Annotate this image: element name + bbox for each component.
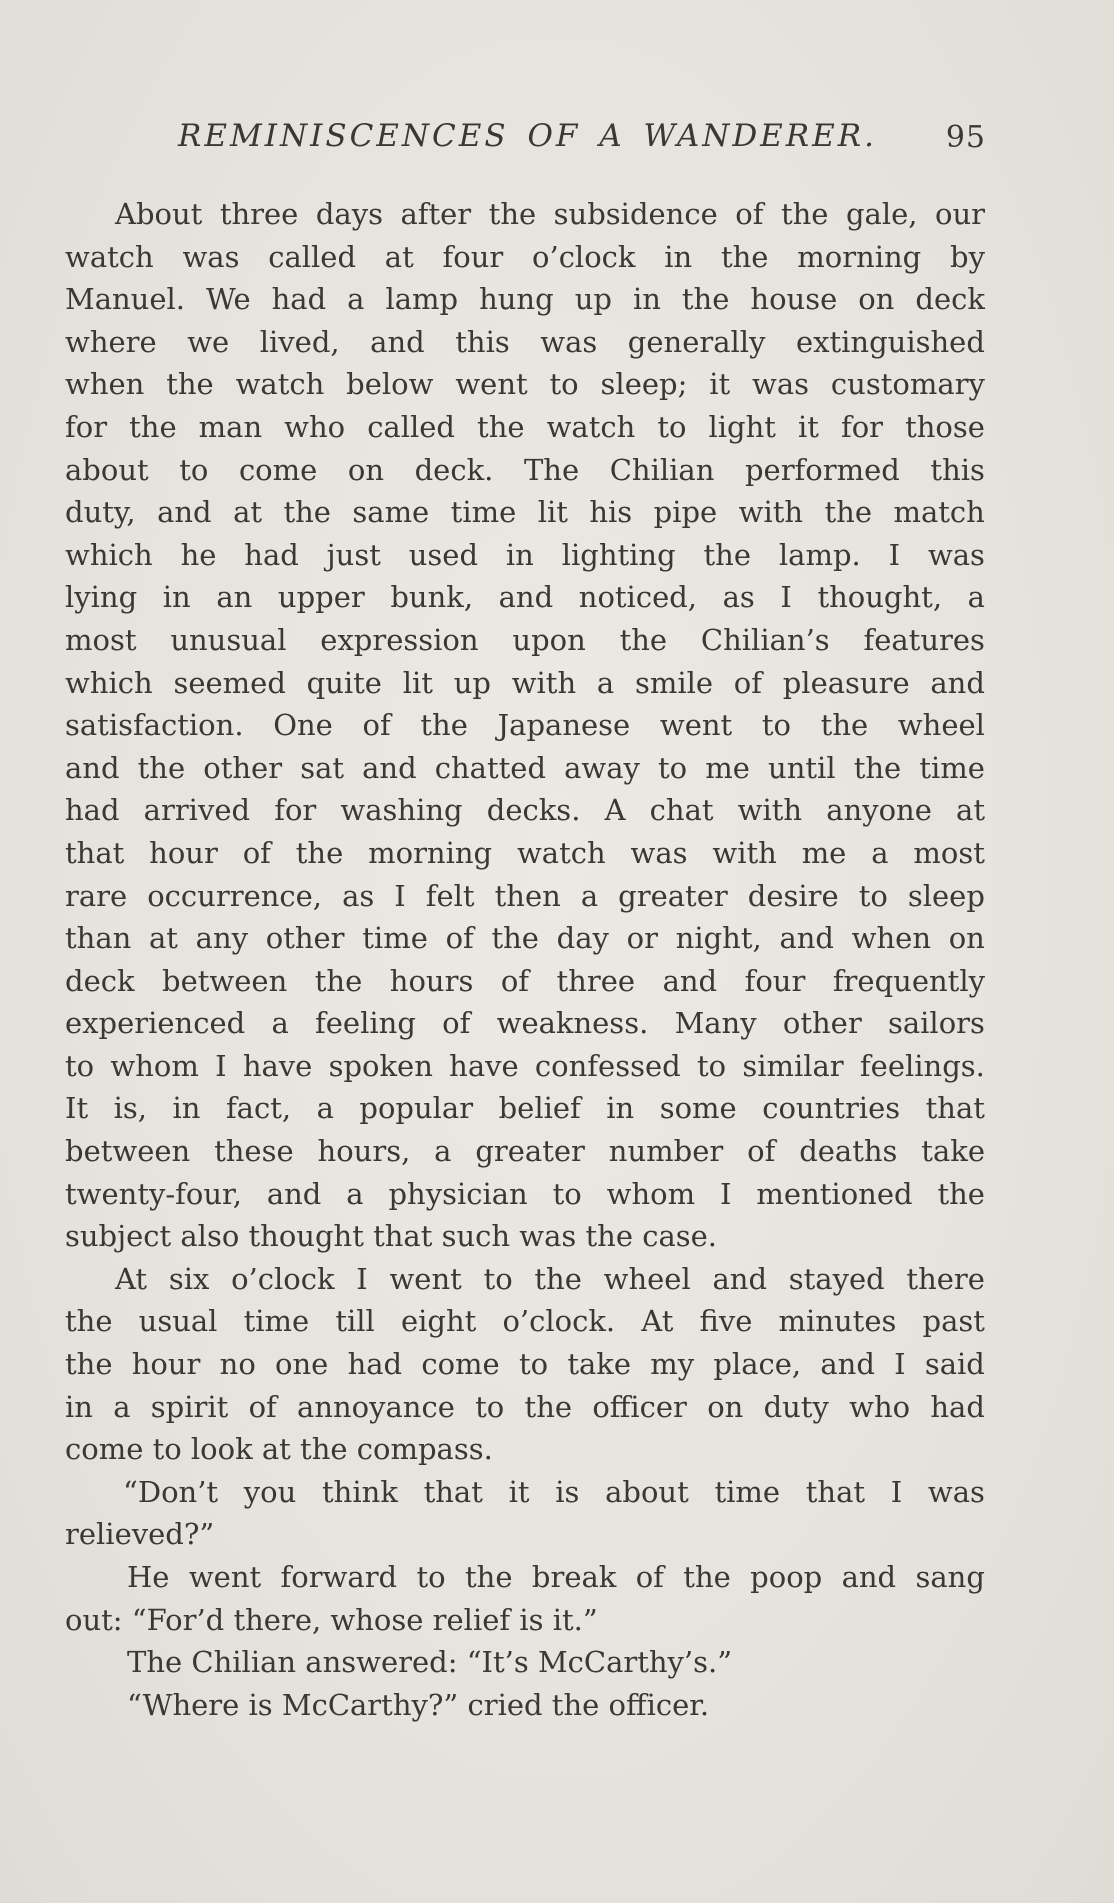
running-head <box>178 118 986 164</box>
text-line: It is, in fact, a popular belief in some countries that <box>65 1091 985 1126</box>
text-line: “Don’t you think that it is about time that I was <box>123 1474 985 1509</box>
text-line: for the man who called the watch to light it for those <box>65 409 985 444</box>
text-line: duty, and at the same time lit his pipe with the match <box>65 495 985 530</box>
text-line: watch was called at four o’clock in the morning by <box>65 239 985 274</box>
text-line: to whom I have spoken have confessed to similar feelings. <box>65 1048 985 1083</box>
text-line: He went forward to the break of the poop and sang <box>127 1560 985 1594</box>
text-line: twenty-four, and a physician to whom I mentioned the <box>65 1176 985 1211</box>
body-text <box>65 193 985 1726</box>
text-line: “Where is McCarthy?” cried the officer. <box>127 1687 710 1722</box>
text-line: out: “For’d there, whose relief is it.” <box>65 1602 598 1637</box>
text-line: At six o’clock I went to the wheel and stayed there <box>115 1261 985 1296</box>
text-line: About three days after the subsidence of the gale, our <box>115 197 985 231</box>
text-line: deck between the hours of three and four frequently <box>65 963 985 998</box>
text-line: lying in an upper bunk, and noticed, as I thought, a <box>65 580 985 615</box>
text-line: when the watch below went to sleep; it was customary <box>65 367 985 402</box>
text-line: that hour of the morning watch was with me a most <box>65 835 985 870</box>
text-line: between these hours, a greater number of deaths take <box>65 1134 985 1169</box>
text-line: in a spirit of annoyance to the officer on duty who had <box>65 1389 985 1424</box>
text-line: the hour no one had come to take my place, and I said <box>65 1347 985 1382</box>
text-line: satisfaction. One of the Japanese went to the wheel <box>65 708 985 743</box>
page-number: 95 <box>945 120 986 155</box>
text-line: and the other sat and chatted away to me until the time <box>65 750 985 785</box>
running-title: REMINISCENCES OF A WANDERER. <box>178 118 877 154</box>
text-line: relieved?” <box>65 1517 215 1552</box>
text-line: subject also thought that such was the case. <box>65 1219 718 1254</box>
text-line: rare occurrence, as I felt then a greater desire to sleep <box>65 878 985 913</box>
text-line: about to come on deck. The Chilian performed this <box>65 452 985 487</box>
text-line: The Chilian answered: “It’s McCarthy’s.” <box>127 1645 733 1680</box>
text-line: most unusual expression upon the Chilian’s features <box>65 622 985 657</box>
text-line: experienced a feeling of weakness. Many other sailors <box>65 1006 985 1041</box>
text-line: which he had just used in lighting the lamp. I was <box>65 537 985 572</box>
text-line: which seemed quite lit up with a smile of pleasure and <box>65 665 985 700</box>
text-line: Manuel. We had a lamp hung up in the house on deck <box>65 282 985 317</box>
text-line: had arrived for washing decks. A chat with anyone at <box>65 793 985 828</box>
text-line: than at any other time of the day or night, and when on <box>65 921 985 956</box>
text-line: the usual time till eight o’clock. At five minutes past <box>65 1304 985 1339</box>
text-line: where we lived, and this was generally extinguished <box>65 324 985 359</box>
text-line: come to look at the compass. <box>65 1432 493 1467</box>
